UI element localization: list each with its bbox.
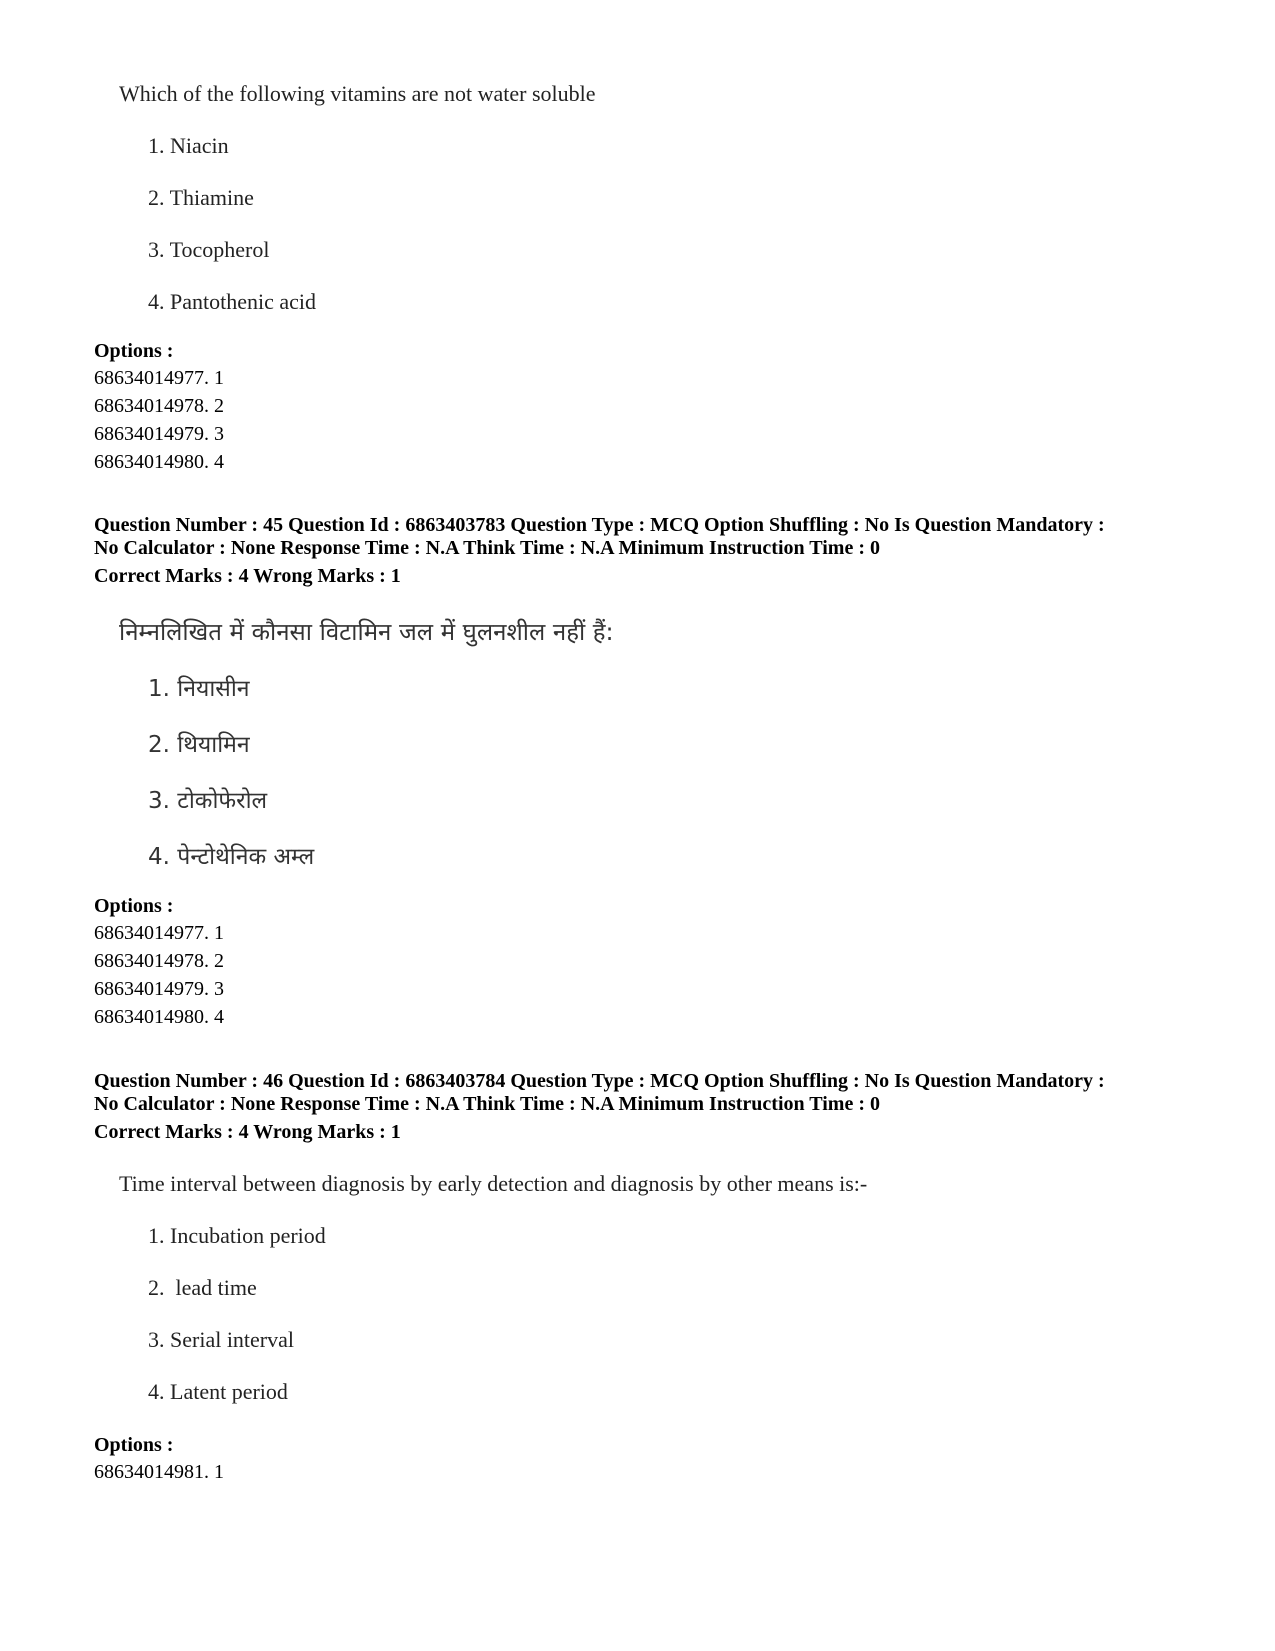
options-label: Options : <box>94 340 174 362</box>
question-text: Which of the following vitamins are not water soluble <box>119 81 596 106</box>
choice-4: 4. Latent period <box>148 1379 288 1404</box>
choice-4: 4. पेन्टोथेनिक अम्ल <box>148 844 315 870</box>
option-line: 68634014977. 1 <box>94 367 224 389</box>
options-label: Options : <box>94 895 174 917</box>
option-line: 68634014977. 1 <box>94 922 224 944</box>
marks-line: Correct Marks : 4 Wrong Marks : 1 <box>94 565 401 587</box>
choice-4: 4. Pantothenic acid <box>148 289 317 314</box>
option-line: 68634014979. 3 <box>94 423 224 445</box>
choice-2: 2. थियामिन <box>148 732 250 758</box>
option-line: 68634014981. 1 <box>94 1461 224 1483</box>
choice-2: 2. Thiamine <box>148 185 254 210</box>
question-meta-line2: No Calculator : None Response Time : N.A Think Time : N.A Minimum Instruction Time : 0 <box>94 537 880 559</box>
option-line: 68634014979. 3 <box>94 978 224 1000</box>
question-meta-line1: Question Number : 45 Question Id : 6863403783 Question Type : MCQ Option Shuffling : No Is Question Mandatory : <box>94 514 1105 536</box>
choice-1: 1. Incubation period <box>148 1223 326 1248</box>
question-meta-line1: Question Number : 46 Question Id : 6863403784 Question Type : MCQ Option Shuffling : No Is Question Mandatory : <box>94 1070 1105 1092</box>
option-line: 68634014980. 4 <box>94 1006 224 1028</box>
marks-line: Correct Marks : 4 Wrong Marks : 1 <box>94 1121 401 1143</box>
choice-1: 1. नियासीन <box>148 676 250 702</box>
question-meta-line2: No Calculator : None Response Time : N.A Think Time : N.A Minimum Instruction Time : 0 <box>94 1093 880 1115</box>
choice-3: 3. टोकोफेरोल <box>148 788 268 814</box>
option-line: 68634014978. 2 <box>94 395 224 417</box>
choice-3: 3. Serial interval <box>148 1327 295 1352</box>
options-label: Options : <box>94 1434 174 1456</box>
choice-1: 1. Niacin <box>148 133 229 158</box>
option-line: 68634014980. 4 <box>94 451 224 473</box>
question-text: Time interval between diagnosis by early detection and diagnosis by other means is:- <box>119 1171 868 1196</box>
option-line: 68634014978. 2 <box>94 950 224 972</box>
choice-2: 2. lead time <box>148 1275 257 1300</box>
question-text: निम्नलिखित में कौनसा विटामिन जल में घुलनशील नहीं हैं: <box>119 618 614 646</box>
choice-3: 3. Tocopherol <box>148 237 270 262</box>
